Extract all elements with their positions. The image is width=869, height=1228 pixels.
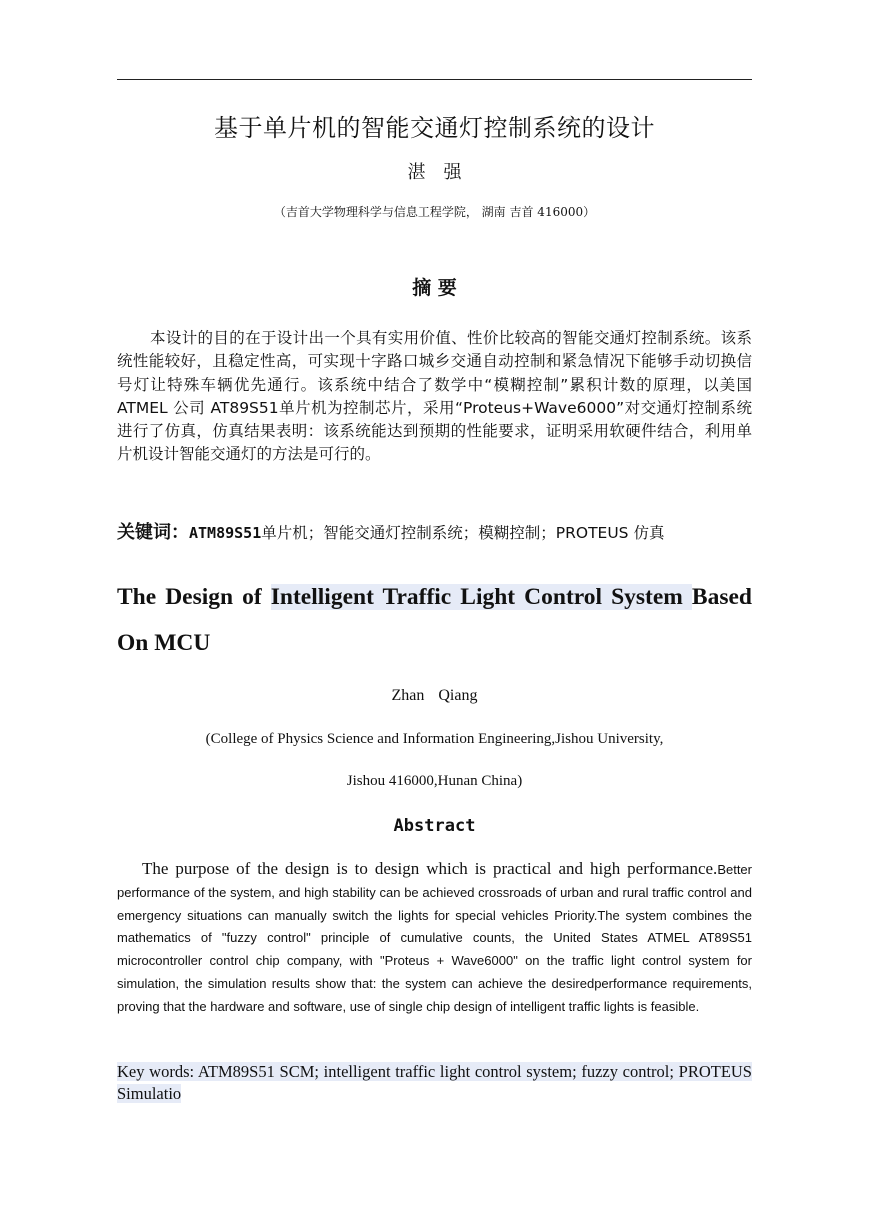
- en-affiliation-line1: (College of Physics Science and Information Engineering,Jishou University,: [205, 731, 664, 747]
- cn-abstract-heading: 摘 要: [412, 277, 457, 299]
- cn-keywords-label: 关键词：: [117, 522, 189, 543]
- cn-keywords: [117, 518, 752, 544]
- en-abstract-lead: The purpose of the design is to design which is practical and high performance.: [142, 859, 718, 878]
- en-author: Zhan Qiang: [391, 687, 478, 704]
- en-title-highlight: Intelligent Traffic Light Control System: [270, 584, 692, 610]
- cn-author: 湛 强: [407, 162, 462, 183]
- en-paper-title: [117, 574, 752, 666]
- en-abstract-body: [117, 858, 752, 1019]
- header-rule: [117, 79, 752, 80]
- en-keywords: [117, 1061, 752, 1105]
- en-title-start: The Design of: [117, 584, 271, 610]
- cn-abstract-body: 本设计的目的在于设计出一个具有实用价值、性价比较高的智能交通灯控制系统。该系统性能较好，且稳定性高，可实现十字路口城乡交通自动控制和紧急情况下能够手动切换信号灯让特殊车辆优先通行。该系统中结合了数学中“模糊控制”累积计数的原理，以美国 ATMEL 公司 AT89S51单片机为控制芯片，采用“Proteus+Wave6000”对交通灯控制系统进行了仿真，仿真结果表明：该系统能达到预期的性能要求，证明采用软硬件结合，利用单片机设计智能交通灯的方法是可行的。: [117, 329, 752, 464]
- en-affiliation-line2: Jishou 416000,Hunan China): [346, 773, 523, 789]
- cn-keywords-text: 单片机；智能交通灯控制系统；模糊控制；PROTEUS 仿真: [261, 524, 665, 542]
- en-abstract-heading: Abstract: [393, 816, 476, 836]
- en-title-end: Based On MCU: [117, 584, 752, 656]
- cn-affiliation: （吉首大学物理科学与信息工程学院， 湖南 吉首 416000）: [273, 205, 596, 219]
- en-keywords-text: Key words: ATM89S51 SCM; intelligent traffic light control system; fuzzy control; PROTEUS Simulatio: [117, 1062, 752, 1103]
- cn-paper-title: 基于单片机的智能交通灯控制系统的设计: [214, 114, 655, 142]
- en-abstract-text: Better performance of the system, and high stability can be achieved crossroads of urban and rural traffic control and emergency situations can manually switch the lights for special vehicles Priority.The system combines the mathematics of "fuzzy control" principle of cumulative counts, the United States ATMEL AT89S51 microcontroller control chip company, with "Proteus + Wave6000" on the traffic light control system for simulation, the simulation results show that: the system can achieve the desiredperformance requirements, proving that the hardware and software, use of single chip design of intelligent traffic lights is feasible.: [117, 862, 752, 1014]
- cn-keywords-bold: ATM89S51: [189, 524, 262, 542]
